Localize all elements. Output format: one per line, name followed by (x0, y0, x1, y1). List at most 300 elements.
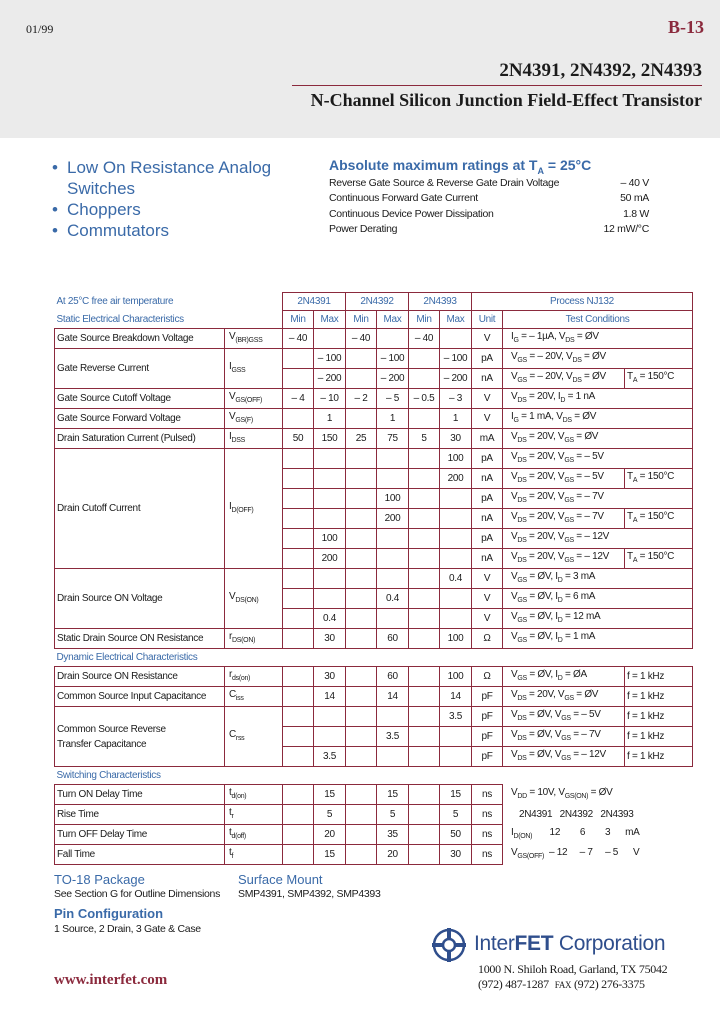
switching-condition: $V_{GS(OFF)} - 12$ – 7 – 5 V (511, 847, 640, 860)
table-cell: 100 (314, 529, 346, 549)
table-cell (283, 845, 314, 865)
table-cell (377, 609, 409, 629)
table-cell (409, 609, 440, 629)
table-cell (409, 805, 440, 825)
table-cell: $I_{D(OFF)}$ (225, 449, 283, 569)
abs-max-row (329, 191, 649, 207)
table-cell (377, 569, 409, 589)
table-cell (409, 747, 440, 767)
table-cell (377, 529, 409, 549)
table-cell: Rise Time (55, 805, 225, 825)
table-cell: Min (346, 311, 377, 329)
table-cell: 3.5 (314, 747, 346, 767)
table-cell (440, 589, 472, 609)
table-cell: Fall Time (55, 845, 225, 865)
table-cell (346, 489, 377, 509)
table-cell: nA (472, 509, 503, 529)
table-cell: – 100 (314, 349, 346, 369)
switching-condition: 2N4391 2N4392 2N4393 (519, 809, 634, 820)
table-cell (314, 509, 346, 529)
table-cell: $t_{d(off)}$ (225, 825, 283, 845)
table-cell (346, 589, 377, 609)
table-cell (314, 469, 346, 489)
website-link[interactable]: www.interfet.com (54, 972, 168, 988)
table-cell (314, 727, 346, 747)
table-cell: $T_A = 150^\circ C$ (625, 549, 693, 569)
feature-item: • Commutators (52, 220, 307, 241)
table-cell (283, 805, 314, 825)
table-cell: $V_{DS} = 20V$, $V_{GS}$ = – 5V (503, 469, 625, 489)
table-cell: pF (472, 707, 503, 727)
table-cell: 0.4 (440, 569, 472, 589)
table-cell: Min (409, 311, 440, 329)
table-cell: 20 (377, 845, 409, 865)
pin-config-title: Pin Configuration (54, 906, 164, 921)
table-cell: 30 (314, 629, 346, 649)
table-row (55, 429, 693, 449)
abs-max-label: Continuous Forward Gate Current (329, 192, 478, 205)
abs-max-value: 50 mA (620, 192, 649, 205)
abs-max-value: 1.8 W (623, 207, 649, 220)
table-cell: $V_{DS} = 20V$, $V_{GS}$ = – 5V (503, 449, 693, 469)
table-row (55, 329, 693, 349)
table-cell: $t_{d(on)}$ (225, 785, 283, 805)
table-cell (314, 569, 346, 589)
table-cell: 5 (409, 429, 440, 449)
table-cell: $V_{GS}$ = ØV, $I_D = 1$ mA (503, 629, 693, 649)
pin-config-note: 1 Source, 2 Drain, 3 Gate & Case (54, 923, 201, 935)
table-row (55, 825, 693, 845)
table-cell (440, 529, 472, 549)
table-cell (409, 569, 440, 589)
table-cell (346, 845, 377, 865)
table-cell (346, 409, 377, 429)
table-cell: 3.5 (377, 727, 409, 747)
table-cell: – 200 (440, 369, 472, 389)
table-row (55, 449, 693, 469)
table-cell: f = 1 kHz (625, 747, 693, 767)
table-row (55, 687, 693, 707)
table-cell: 15 (440, 785, 472, 805)
table-cell: nA (472, 369, 503, 389)
table-cell: $V_{DS} = 20V$, $V_{GS}$ = – 12V (503, 529, 693, 549)
table-cell: 15 (314, 845, 346, 865)
table-cell (283, 629, 314, 649)
table-row (55, 667, 693, 687)
table-cell (377, 449, 409, 469)
table-cell (346, 509, 377, 529)
table-cell (440, 609, 472, 629)
table-cell: pF (472, 727, 503, 747)
table-cell: Ω (472, 667, 503, 687)
header-row (55, 311, 693, 329)
abs-max-value: – 40 V (620, 176, 649, 189)
table-cell: $V_{GS}$ = ØV, $I_D = 12$ mA (503, 609, 693, 629)
table-cell: ns (472, 845, 503, 865)
table-cell (283, 825, 314, 845)
table-cell (346, 825, 377, 845)
table-cell: $V_{DS}$ = ØV, $V_{GS}$ = – 5V (503, 707, 625, 727)
package-note: See Section G for Outline Dimensions (54, 888, 221, 900)
abs-max-table (329, 175, 649, 237)
table-cell: 1 (377, 409, 409, 429)
table-cell: $T_A = 150^\circ C$ (625, 369, 693, 389)
section-title: Static Electrical Characteristics (56, 313, 184, 325)
table-cell: – 10 (314, 389, 346, 409)
table-cell: 5 (377, 805, 409, 825)
table-cell: Drain Source ON Voltage (55, 569, 225, 629)
table-cell: $C_{iss}$ (225, 687, 283, 707)
table-cell: $V_{DS} = 20V$, $V_{GS}$ = – 7V (503, 509, 625, 529)
table-cell: ns (472, 785, 503, 805)
table-cell: 14 (314, 687, 346, 707)
table-cell: $V_{GS}$ = ØV, $I_D = 3$ mA (503, 569, 693, 589)
table-cell (314, 329, 346, 349)
table-cell: Turn OFF Delay Time (55, 825, 225, 845)
table-cell: $C_{rss}$ (225, 707, 283, 767)
table-cell (283, 349, 314, 369)
table-cell: 30 (440, 429, 472, 449)
table-cell: f = 1 kHz (625, 727, 693, 747)
abs-max-label: Power Derating (329, 223, 398, 236)
table-cell (440, 489, 472, 509)
table-cell: nA (472, 549, 503, 569)
table-cell: 60 (377, 629, 409, 649)
table-cell: Unit (472, 311, 503, 329)
table-cell: Gate Reverse Current (55, 349, 225, 389)
table-cell (409, 489, 440, 509)
table-cell: 35 (377, 825, 409, 845)
table-cell: 200 (377, 509, 409, 529)
table-cell: 100 (440, 667, 472, 687)
table-cell (377, 549, 409, 569)
table-cell (346, 667, 377, 687)
table-cell: $t_f$ (225, 845, 283, 865)
table-row (55, 629, 693, 649)
table-cell: $r_{ds(on)}$ (225, 667, 283, 687)
table-row (55, 349, 693, 369)
feature-item: • Low On Resistance Analog Switches (52, 157, 307, 199)
table-cell (346, 569, 377, 589)
table-cell: 5 (314, 805, 346, 825)
table-cell: 14 (377, 687, 409, 707)
table-cell: 1 (314, 409, 346, 429)
table-cell (346, 727, 377, 747)
surface-mount-title: Surface Mount (238, 872, 323, 887)
table-cell (346, 349, 377, 369)
table-cell: $T_A = 150^\circ C$ (625, 509, 693, 529)
table-cell (377, 707, 409, 727)
table-cell: 75 (377, 429, 409, 449)
table-cell: – 3 (440, 389, 472, 409)
table-cell (283, 549, 314, 569)
table-cell: – 0.5 (409, 389, 440, 409)
table-cell: $V_{DS} = 20V$, $V_{GS}$ = ØV (503, 687, 625, 707)
table-cell: Drain Cutoff Current (55, 449, 225, 569)
feature-list (52, 157, 307, 241)
table-cell: $I_{DSS}$ (225, 429, 283, 449)
table-cell: pF (472, 687, 503, 707)
table-cell (377, 329, 409, 349)
table-cell: nA (472, 469, 503, 489)
table-cell: mA (472, 429, 503, 449)
table-cell: $V_{GS(F)}$ (225, 409, 283, 429)
table-cell: 1 (440, 409, 472, 429)
table-row (55, 805, 693, 825)
table-cell (283, 727, 314, 747)
table-cell: – 5 (377, 389, 409, 409)
table-cell: $V_{DS}$ = ØV, $V_{GS}$ = – 7V (503, 727, 625, 747)
table-cell: Gate Source Forward Voltage (55, 409, 225, 429)
table-cell (409, 727, 440, 747)
table-cell (440, 747, 472, 767)
table-cell (283, 667, 314, 687)
table-cell (346, 369, 377, 389)
table-cell: 100 (377, 489, 409, 509)
table-cell: V (472, 609, 503, 629)
table-cell (346, 687, 377, 707)
table-cell: 25 (346, 429, 377, 449)
table-cell (283, 529, 314, 549)
package-title: TO-18 Package (54, 872, 145, 887)
table-cell (346, 805, 377, 825)
section-row (55, 649, 693, 667)
table-cell (409, 629, 440, 649)
table-cell (346, 785, 377, 805)
table-cell (346, 469, 377, 489)
section-title: Switching Characteristics (56, 770, 161, 781)
table-cell: – 2 (346, 389, 377, 409)
table-cell: Drain Source ON Resistance (55, 667, 225, 687)
interfet-logo-icon (430, 926, 468, 964)
table-cell: 0.4 (314, 609, 346, 629)
table-cell: Min (283, 311, 314, 329)
table-cell: 14 (440, 687, 472, 707)
table-cell (440, 549, 472, 569)
table-cell (283, 707, 314, 727)
table-cell: f = 1 kHz (625, 687, 693, 707)
table-cell: pA (472, 529, 503, 549)
table-cell: pF (472, 747, 503, 767)
table-cell: V (472, 569, 503, 589)
table-cell: 100 (440, 449, 472, 469)
table-cell: $V_{DS} = 20V$, $V_{GS}$ = – 7V (503, 489, 693, 509)
table-cell: $I_{GSS}$ (225, 349, 283, 389)
company-phone: (972) 487-1287 FAX (972) 276-3375 (478, 977, 645, 991)
table-cell (283, 449, 314, 469)
table-cell (409, 667, 440, 687)
table-cell (409, 469, 440, 489)
table-cell: 5 (440, 805, 472, 825)
part-header: 2N4391 (283, 293, 346, 311)
abs-max-label: Continuous Device Power Dissipation (329, 207, 494, 220)
table-cell (409, 707, 440, 727)
table-cell: $T_A = 150^\circ C$ (625, 469, 693, 489)
table-cell (283, 469, 314, 489)
abs-max-title: Absolute maximum ratings at $T_A = 25^\circ C$ (329, 157, 592, 176)
table-cell: $I_G$ = – 1µA, $V_{DS}$ = ØV (503, 329, 693, 349)
table-cell: $t_r$ (225, 805, 283, 825)
header-band (0, 0, 720, 138)
company-address: 1000 N. Shiloh Road, Garland, TX 75042 (478, 962, 668, 976)
abs-max-value: 12 mW/°C (603, 223, 649, 236)
table-cell (409, 825, 440, 845)
table-cell: 30 (440, 845, 472, 865)
table-cell: Common Source Input Capacitance (55, 687, 225, 707)
table-cell: Gate Source Breakdown Voltage (55, 329, 225, 349)
page-id: B-13 (668, 17, 704, 37)
table-cell: Max (377, 311, 409, 329)
table-cell: $V_{DS} = 20V$, $V_{GS}$ = – 12V (503, 549, 625, 569)
table-cell: $V_{GS}$ = – 20V, $V_{DS}$ = ØV (503, 349, 693, 369)
switching-condition: $V_{DD} = 10V$, $V_{GS(ON)}$ = ØV (511, 787, 613, 800)
table-cell: V (472, 329, 503, 349)
table-cell: – 200 (377, 369, 409, 389)
table-cell (409, 369, 440, 389)
table-cell: $V_{GS}$ = ØV, $I_D$ = ØA (503, 667, 625, 687)
table-cell: ns (472, 805, 503, 825)
table-cell (409, 785, 440, 805)
table-cell: Ω (472, 629, 503, 649)
table-cell (409, 687, 440, 707)
table-cell (346, 529, 377, 549)
table-cell: Test Conditions (503, 311, 693, 329)
table-cell: V (472, 389, 503, 409)
table-cell (409, 845, 440, 865)
table-cell (409, 529, 440, 549)
switching-condition: $I_{D(ON)}$ 12 6 3 mA (511, 827, 640, 840)
process-header: Process NJ132 (472, 293, 693, 311)
table-cell (283, 369, 314, 389)
table-cell (377, 747, 409, 767)
table-cell: 0.4 (377, 589, 409, 609)
section-title: Dynamic Electrical Characteristics (56, 652, 198, 663)
table-row (55, 389, 693, 409)
table-cell (283, 489, 314, 509)
table-cell: $V_{(BR)GSS}$ (225, 329, 283, 349)
table-cell: f = 1 kHz (625, 707, 693, 727)
table-cell: f = 1 kHz (625, 667, 693, 687)
table-cell: – 200 (314, 369, 346, 389)
table-cell: 20 (314, 825, 346, 845)
table-cell: 15 (314, 785, 346, 805)
table-cell: 200 (440, 469, 472, 489)
table-cell (346, 449, 377, 469)
abs-max-row (329, 206, 649, 222)
table-cell (283, 747, 314, 767)
table-cell: $V_{DS} = 20V$, $V_{GS}$ = ØV (503, 429, 693, 449)
table-cell: 30 (314, 667, 346, 687)
table-cell: – 100 (440, 349, 472, 369)
table-cell: Common Source Reverse Transfer Capacitance (55, 707, 225, 767)
table-cell: Turn ON Delay Time (55, 785, 225, 805)
table-cell (346, 549, 377, 569)
device-title: N-Channel Silicon Junction Field-Effect Transistor (310, 90, 702, 110)
table-row (55, 409, 693, 429)
company-name: InterFET Corporation (474, 932, 666, 955)
table-row (55, 845, 693, 865)
table-cell: $V_{GS}$ = ØV, $I_D = 6$ mA (503, 589, 693, 609)
table-cell (409, 409, 440, 429)
table-cell (283, 589, 314, 609)
table-cell (283, 509, 314, 529)
table-cell (346, 609, 377, 629)
table-cell: 50 (283, 429, 314, 449)
table-cell: pA (472, 489, 503, 509)
table-cell: pA (472, 349, 503, 369)
table-cell: 150 (314, 429, 346, 449)
section-row (55, 767, 693, 785)
table-cell: Drain Saturation Current (Pulsed) (55, 429, 225, 449)
table-cell: $V_{GS}$ = – 20V, $V_{DS}$ = ØV (503, 369, 625, 389)
table-cell: 200 (314, 549, 346, 569)
table-cell (314, 707, 346, 727)
table-cell: $V_{GS(OFF)}$ (225, 389, 283, 409)
table-cell: 50 (440, 825, 472, 845)
table-cell: 3.5 (440, 707, 472, 727)
table-cell (283, 785, 314, 805)
header-rule (292, 85, 702, 86)
feature-item: • Choppers (52, 199, 307, 220)
table-cell: $V_{DS}$ = ØV, $V_{GS}$ = – 12V (503, 747, 625, 767)
table-cell: Max (314, 311, 346, 329)
abs-max-row (329, 222, 649, 238)
table-cell: $I_G = 1$ mA, $V_{DS}$ = ØV (503, 409, 693, 429)
table-cell: 60 (377, 667, 409, 687)
table-cell (314, 589, 346, 609)
table-note: At 25°C free air temperature (56, 296, 174, 307)
characteristics-table (54, 292, 693, 865)
table-cell (283, 687, 314, 707)
table-cell: Gate Source Cutoff Voltage (55, 389, 225, 409)
part-numbers: 2N4391, 2N4392, 2N4393 (499, 60, 702, 81)
table-cell (314, 449, 346, 469)
abs-max-label: Reverse Gate Source & Reverse Gate Drain Voltage (329, 176, 560, 189)
table-cell (346, 707, 377, 727)
table-cell: $r_{DS(ON)}$ (225, 629, 283, 649)
table-cell: V (472, 589, 503, 609)
table-cell: – 40 (409, 329, 440, 349)
table-cell: $V_{DS} = 20V$, $I_D = 1$ nA (503, 389, 693, 409)
table-cell (283, 409, 314, 429)
table-cell: pA (472, 449, 503, 469)
table-cell (440, 509, 472, 529)
table-cell (283, 569, 314, 589)
table-cell (377, 469, 409, 489)
table-cell (440, 329, 472, 349)
table-cell (409, 589, 440, 609)
part-header: 2N4392 (346, 293, 409, 311)
table-row (55, 569, 693, 589)
table-cell (314, 489, 346, 509)
table-cell (409, 449, 440, 469)
table-cell: – 4 (283, 389, 314, 409)
header-row (55, 293, 693, 311)
table-cell: – 100 (377, 349, 409, 369)
table-cell (346, 629, 377, 649)
table-cell (409, 349, 440, 369)
table-row (55, 785, 693, 805)
table-cell: 100 (440, 629, 472, 649)
table-cell: – 40 (346, 329, 377, 349)
table-cell: Max (440, 311, 472, 329)
date: 01/99 (26, 22, 54, 36)
table-cell (409, 549, 440, 569)
table-row (55, 707, 693, 727)
table-cell (440, 727, 472, 747)
abs-max-row (329, 175, 649, 191)
table-cell (346, 747, 377, 767)
